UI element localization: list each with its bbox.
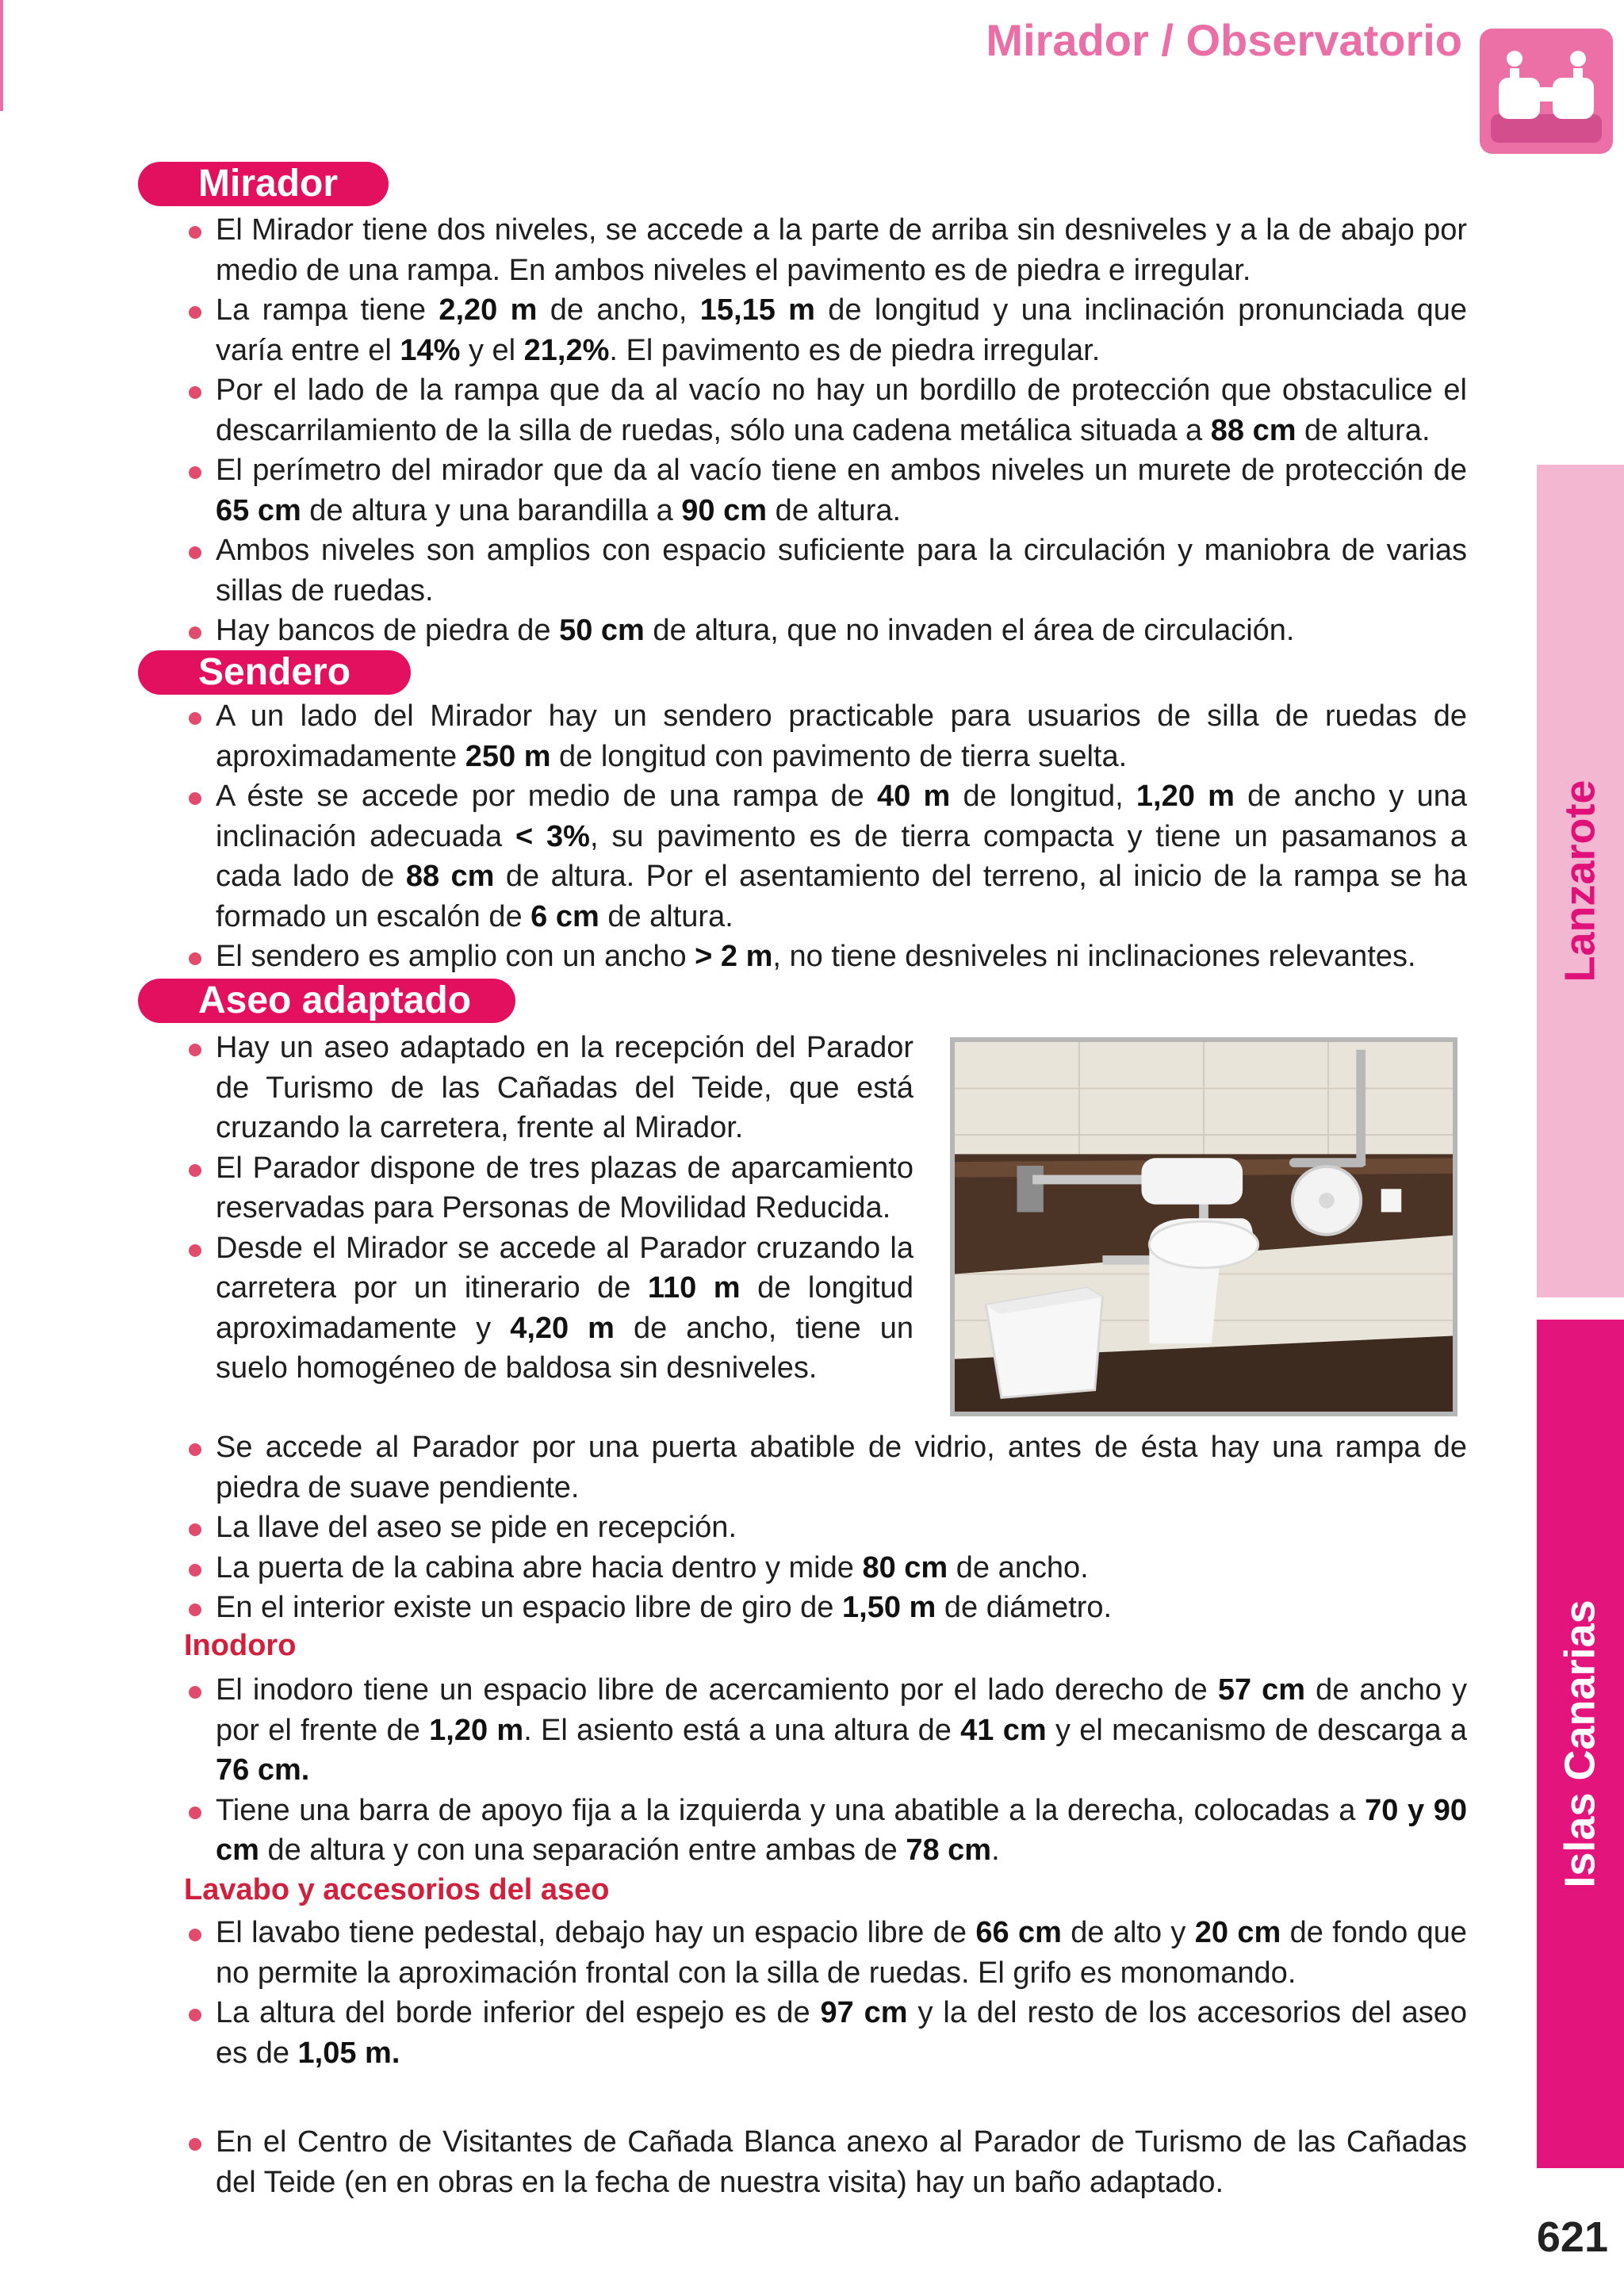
list-item-text: El Mirador tiene dos niveles, se accede a la parte de arriba sin desniveles y a la de abajo por medio de una rampa. En ambos niveles el pavimento es de piedra e irregular. xyxy=(216,213,1467,287)
list-item-text: La rampa tiene xyxy=(216,293,439,327)
list-item-text: El sendero es amplio con un ancho xyxy=(216,940,695,973)
emphasis-value: 14% xyxy=(400,333,461,367)
list-item-text: Tiene una barra de apoyo fija a la izquierda y una abatible a la derecha, colocadas a xyxy=(216,1793,1365,1827)
list-item-text: y el mecanismo de descarga a xyxy=(1046,1713,1468,1747)
list-item xyxy=(184,370,1467,450)
list-item xyxy=(184,1588,1467,1628)
list-item xyxy=(184,937,1467,977)
list-item xyxy=(184,1228,914,1389)
list-item-text: de ancho y una inclinación adecuada xyxy=(216,780,1467,853)
subheading-lavabo: Lavabo y accesorios del aseo xyxy=(184,1873,610,1906)
side-tab-islas-canarias-label: Islas Canarias xyxy=(1557,1600,1605,1888)
list-item-text: El perímetro del mirador que da al vacío tiene en ambos niveles un murete de protección de xyxy=(216,454,1467,487)
list-item xyxy=(184,290,1467,370)
emphasis-value: < 3% xyxy=(515,819,590,853)
list-item-text: , su pavimento es de tierra compacta y tiene un pasamanos a cada lado de xyxy=(216,819,1467,893)
emphasis-value: 97 cm xyxy=(820,1996,908,2029)
subheading-inodoro: Inodoro xyxy=(184,1629,297,1662)
list-item-text: . El pavimento es de piedra irregular. xyxy=(609,333,1101,367)
list-item-text: de altura. xyxy=(599,899,733,933)
lavabo-list xyxy=(184,1913,1467,2073)
list-item-text: La puerta de la cabina abre hacia dentro y mide xyxy=(216,1550,863,1584)
emphasis-value: 76 cm. xyxy=(216,1753,310,1787)
emphasis-value: 80 cm xyxy=(862,1550,948,1584)
final-note-list xyxy=(184,2122,1467,2202)
section-title-aseo-adaptado: Aseo adaptado xyxy=(138,979,515,1023)
list-item-text: El inodoro tiene un espacio libre de acercamiento por el lado derecho de xyxy=(216,1673,1218,1707)
list-item-text: El lavabo tiene pedestal, debajo hay un espacio libre de xyxy=(216,1916,976,1949)
emphasis-value: 66 cm xyxy=(975,1916,1062,1949)
list-item-text: de altura. xyxy=(1296,413,1431,447)
emphasis-value: 1,05 m. xyxy=(297,2036,400,2070)
list-item-text: y el xyxy=(460,333,524,367)
emphasis-value: 1,50 m xyxy=(842,1591,936,1624)
list-item xyxy=(184,1993,1467,2073)
list-item-text: En el interior existe un espacio libre de giro de xyxy=(216,1591,843,1624)
list-item-text: El Parador dispone de tres plazas de aparcamiento reservadas para Personas de Movilidad Reducida. xyxy=(216,1151,914,1224)
list-item xyxy=(184,696,1467,776)
side-tab-lanzarote-label: Lanzarote xyxy=(1557,780,1604,983)
list-item-text: de altura, que no invaden el área de circulación. xyxy=(644,614,1295,647)
list-item xyxy=(184,1913,1467,1993)
emphasis-value: 110 m xyxy=(647,1271,741,1305)
emphasis-value: 6 cm xyxy=(530,899,599,933)
emphasis-value: 2,20 m xyxy=(439,293,538,327)
list-item-text: de fondo que no permite la aproximación frontal con la silla de ruedas. El grifo es monomando. xyxy=(216,1916,1468,1990)
page-edge-line xyxy=(0,0,3,111)
list-item xyxy=(184,1670,1467,1791)
list-item xyxy=(184,1148,914,1228)
emphasis-value: 1,20 m xyxy=(429,1713,524,1747)
list-item-text: de longitud y una inclinación pronunciada que varía entre el xyxy=(216,293,1467,367)
list-item-text: de altura. xyxy=(767,493,902,527)
emphasis-value: 78 cm xyxy=(906,1833,992,1867)
list-item xyxy=(184,611,1467,651)
list-item-text: de ancho y por el frente de xyxy=(216,1673,1467,1747)
list-item xyxy=(184,210,1467,290)
aseo-list-narrow xyxy=(184,1028,914,1389)
list-item-text: Desde el Mirador se accede al Parador cruzando la carretera por un itinerario de xyxy=(216,1231,914,1305)
list-item-text: de altura. Por el asentamiento del terreno, al inicio de la rampa se ha formado un escalón de xyxy=(216,860,1468,933)
list-item-text: Se accede al Parador por una puerta abatible de vidrio, antes de ésta hay una rampa de piedra de suave pendiente. xyxy=(216,1431,1467,1504)
list-item xyxy=(184,1508,1467,1548)
emphasis-value: > 2 m xyxy=(695,940,773,973)
list-item-text: de diámetro. xyxy=(936,1591,1113,1624)
emphasis-value: 88 cm xyxy=(405,860,495,893)
list-item-text: y la del resto de los accesorios del aseo es de xyxy=(216,1996,1468,2070)
emphasis-value: 90 cm xyxy=(681,493,768,527)
emphasis-value: 57 cm xyxy=(1217,1673,1306,1707)
list-item xyxy=(184,2122,1467,2202)
emphasis-value: 250 m xyxy=(465,739,551,773)
list-item-text: A éste se accede por medio de una rampa de xyxy=(216,780,878,813)
list-item xyxy=(184,450,1467,531)
list-item-text: de ancho, xyxy=(537,293,700,327)
list-item xyxy=(184,531,1467,611)
sendero-list xyxy=(184,696,1467,977)
accessible-toilet-photo xyxy=(950,1037,1457,1416)
binoculars-icon xyxy=(1480,29,1613,154)
list-item-text: de longitud aproximadamente y xyxy=(216,1271,914,1345)
list-item-text: de ancho, tiene un suelo homogéneo de baldosa sin desniveles. xyxy=(216,1311,914,1385)
list-item xyxy=(184,776,1467,937)
emphasis-value: 21,2% xyxy=(523,333,610,367)
side-tab-lanzarote[interactable] xyxy=(1537,465,1624,1297)
section-title-mirador: Mirador xyxy=(138,162,389,206)
list-item xyxy=(184,1427,1467,1508)
emphasis-value: 20 cm xyxy=(1194,1916,1281,1949)
emphasis-value: 41 cm xyxy=(960,1713,1047,1747)
list-item-text: de altura y una barandilla a xyxy=(301,493,682,527)
list-item-text: . El asiento está a una altura de xyxy=(523,1713,961,1747)
list-item-text: Ambos niveles son amplios con espacio suficiente para la circulación y maniobra de varias sillas de ruedas. xyxy=(216,534,1467,607)
list-item-text: En el Centro de Visitantes de Cañada Blanca anexo al Parador de Turismo de las Cañadas del Teide (en en obras en la fecha de nuestra visita) hay un baño adaptado. xyxy=(216,2125,1467,2199)
list-item xyxy=(184,1548,1467,1588)
emphasis-value: 1,20 m xyxy=(1136,780,1235,813)
list-item-text: La altura del borde inferior del espejo es de xyxy=(216,1996,821,2029)
emphasis-value: 40 m xyxy=(877,780,951,813)
side-tab-islas-canarias[interactable] xyxy=(1537,1320,1624,2168)
list-item-text: . xyxy=(991,1833,1000,1867)
list-item xyxy=(184,1028,914,1148)
emphasis-value: 4,20 m xyxy=(510,1311,615,1345)
list-item-text: , no tiene desniveles ni inclinaciones relevantes. xyxy=(772,940,1416,973)
list-item xyxy=(184,1791,1467,1871)
list-item-text: Hay bancos de piedra de xyxy=(216,614,560,647)
list-item-text: de longitud, xyxy=(950,780,1136,813)
list-item-text: de ancho. xyxy=(948,1550,1089,1584)
list-item-text: La llave del aseo se pide en recepción. xyxy=(216,1511,737,1544)
list-item-text: Por el lado de la rampa que da al vacío no hay un bordillo de protección que obstaculice el descarrilamiento de la silla de ruedas, sólo una cadena metálica situada a xyxy=(216,374,1467,447)
inodoro-list xyxy=(184,1670,1467,1871)
mirador-list xyxy=(184,210,1467,651)
list-item-text: A un lado del Mirador hay un sendero practicable para usuarios de silla de ruedas de aproximadamente xyxy=(216,699,1467,773)
emphasis-value: 70 y 90 cm xyxy=(216,1793,1467,1867)
list-item-text: de longitud con pavimento de tierra suelta. xyxy=(550,739,1128,773)
page-header-title: Mirador / Observatorio xyxy=(986,15,1462,65)
list-item-text: de alto y xyxy=(1061,1916,1195,1949)
list-item-text: de altura y con una separación entre ambas de xyxy=(259,1833,906,1867)
aseo-list-wide xyxy=(184,1427,1467,1628)
list-item-text: Hay un aseo adaptado en la recepción del Parador de Turismo de las Cañadas del Teide, que está cruzando la carretera, frente al Mirador. xyxy=(216,1031,914,1144)
emphasis-value: 88 cm xyxy=(1210,413,1297,447)
emphasis-value: 50 cm xyxy=(559,614,645,647)
emphasis-value: 65 cm xyxy=(216,493,301,527)
section-title-sendero: Sendero xyxy=(138,650,411,695)
emphasis-value: 15,15 m xyxy=(699,293,815,327)
page-number: 621 xyxy=(1536,2213,1608,2261)
